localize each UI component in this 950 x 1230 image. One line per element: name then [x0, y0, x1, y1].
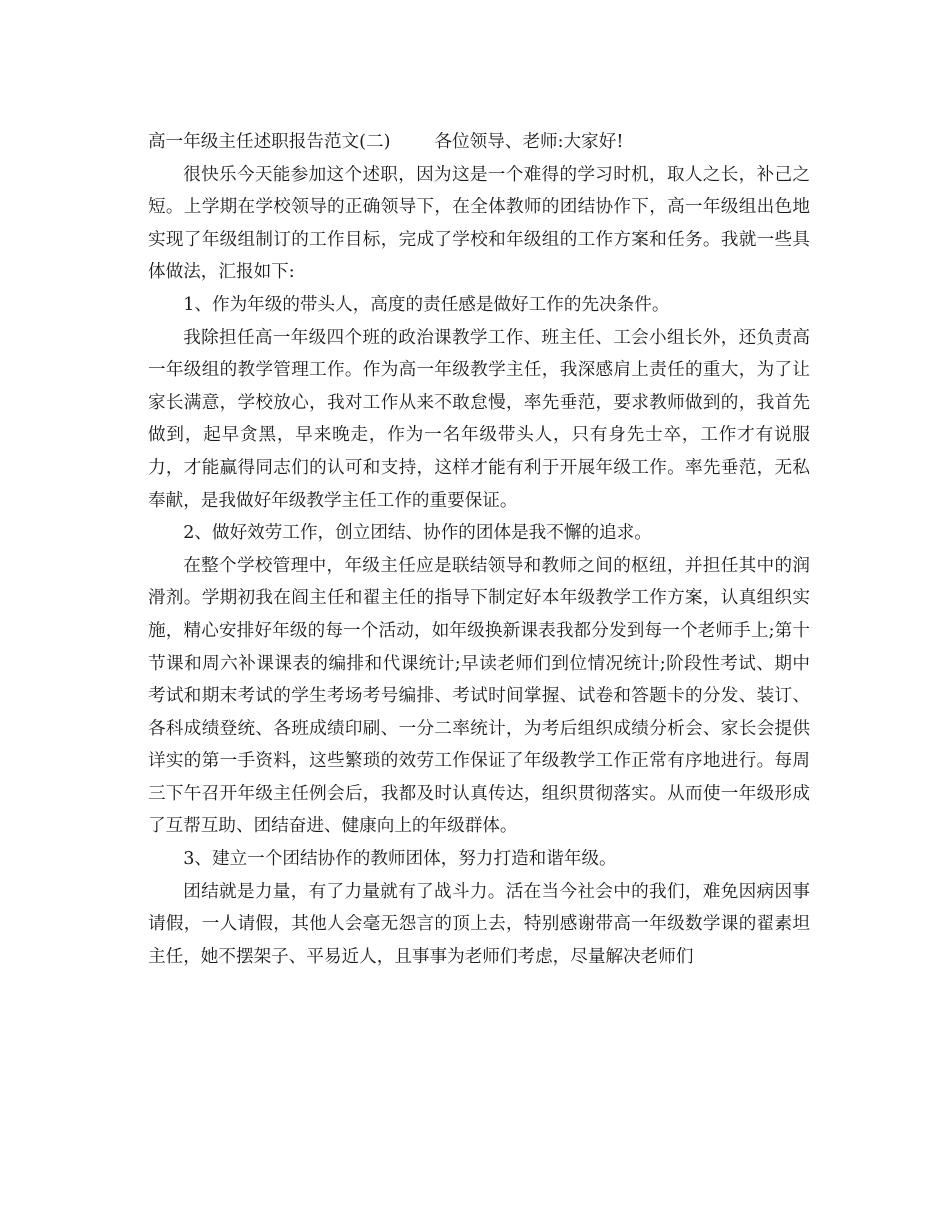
section-heading-1: 1、作为年级的带头人，高度的责任感是做好工作的先决条件。: [183, 294, 670, 315]
paragraph-section-1: 我除担任高一年级四个班的政治课教学工作、班主任、工会小组长外，还负责高一年级组的教学管理工作。作为高一年级教学主任，我深感肩上责任的重大，为了让家长满意，学校放心，我对工作从来不敢怠慢，率先垂范，要求教师做到的，我首先做到，起早贪黑，早来晚走，作为一名年级带头人，只有身先士卒，工作才有说服力，才能赢得同志们的认可和支持，这样才能有利于开展年级工作。率先垂范，无私奉献，是我做好年级教学主任工作的重要保证。: [148, 327, 810, 511]
document-body: [148, 126, 810, 973]
paragraph-section-2: 在整个学校管理中，年级主任应是联结领导和教师之间的枢纽，并担任其中的润滑剂。学期初我在阎主任和翟主任的指导下制定好本年级教学工作方案，认真组织实施，精心安排好年级的每一个活动，如年级换新课表我都分发到每一个老师手上;第十节课和周六补课课表的编排和代课统计;早读老师们到位情况统计;阶段性考试、期中考试和期末考试的学生考场考号编排、考试时间掌握、试卷和答题卡的分发、装订、各科成绩登统、各班成绩印刷、一分二率统计，为考后组织成绩分析会、家长会提供详实的第一手资料，这些繁琐的效劳工作保证了年级教学工作正常有序地进行。每周三下午召开年级主任例会后，我都及时认真传达，组织贯彻落实。从而使一年级形成了互帮互助、团结奋进、健康向上的年级群体。: [148, 555, 810, 837]
section-heading-3: 3、建立一个团结协作的教师团体，努力打造和谐年级。: [183, 849, 617, 870]
paragraph-section-3: 团结就是力量，有了力量就有了战斗力。活在当今社会中的我们，难免因病因事请假，一人请假，其他人会毫无怨言的顶上去，特别感谢带高一年级数学课的翟素坦主任，她不摆架子、平易近人，且事事为老师们考虑，尽量解决老师们: [148, 881, 810, 967]
section-heading-2: 2、做好效劳工作，创立团结、协作的团体是我不懈的追求。: [183, 523, 652, 544]
title-line: [148, 126, 810, 159]
document-title: 高一年级主任述职报告范文(二): [148, 132, 391, 152]
paragraph-intro: 很快乐今天能参加这个述职，因为这是一个难得的学习时机，取人之长，补己之短。上学期在学校领导的正确领导下，在全体教师的团结协作下，高一年级组出色地实现了年级组制订的工作目标，完成了学校和年级组的工作方案和任务。我就一些具体做法，汇报如下:: [148, 164, 810, 283]
salutation: 各位领导、老师:大家好!: [434, 132, 624, 152]
